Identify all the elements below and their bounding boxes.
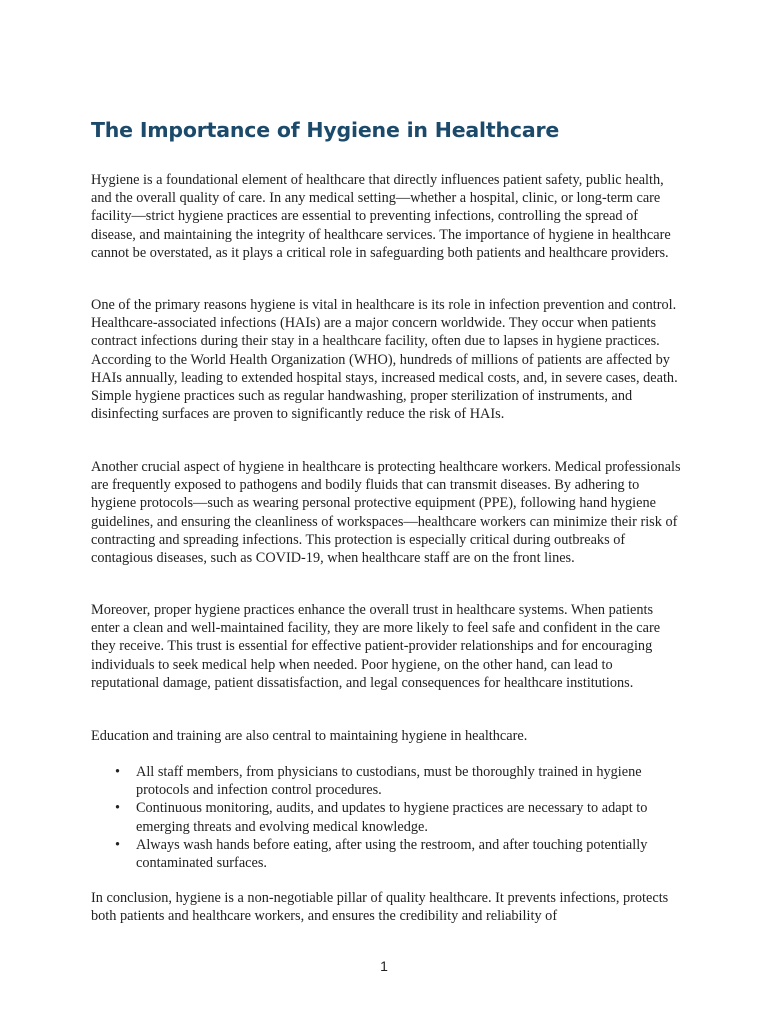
paragraph-conclusion: In conclusion, hygiene is a non-negotiable pillar of quality healthcare. It prevents infections, protects both patients and healthcare workers, and ensures the credibility and reliability of	[91, 890, 669, 925]
document-title: The Importance of Hygiene in Healthcare	[91, 118, 560, 142]
list-item	[91, 763, 681, 799]
list-item-text: Continuous monitoring, audits, and updates to hygiene practices are necessary to adapt to emerging threats and evolving medical knowledge.	[136, 800, 648, 835]
paragraph-protecting-workers: Another crucial aspect of hygiene in healthcare is protecting healthcare workers. Medical professionals are frequently exposed to pathogens and bodily fluids that can transmit diseases. By adhering to hygiene protocols—such as wearing personal protective equipment (PPE), following hand hygiene guidelines, and ensuring the cleanliness of workspaces—healthcare workers can minimize their risk of contracting and spreading infections. This protection is especially critical during outbreaks of contagious diseases, such as COVID-19, when healthcare staff are on the front lines.	[91, 459, 681, 567]
bullet-icon: •	[115, 764, 121, 780]
list-item-text: All staff members, from physicians to custodians, must be thoroughly trained in hygiene protocols and infection control procedures.	[136, 764, 642, 799]
paragraph-education: Education and training are also central to maintaining hygiene in healthcare.	[91, 728, 528, 744]
bullet-icon: •	[115, 836, 121, 853]
page-number: 1	[380, 958, 388, 974]
bullet-icon: •	[115, 800, 121, 817]
bullet-list	[91, 763, 681, 872]
paragraph-intro: Hygiene is a foundational element of healthcare that directly influences patient safety, public health, and the overall quality of care. In any medical setting—whether a hospital, clinic, or long-term care facility—strict hygiene practices are essential to preventing infections, controlling the spread of disease, and maintaining the integrity of healthcare services. The importance of hygiene in healthcare cannot be overstated, as it plays a critical role in safeguarding both patients and healthcare providers.	[91, 172, 671, 261]
paragraph-infection-prevention: One of the primary reasons hygiene is vital in healthcare is its role in infection prevention and control. Healthcare-associated infections (HAIs) are a major concern worldwide. They occur when patients contract infections during their stay in a healthcare facility, often due to lapses in hygiene practices. According to the World Health Organization (WHO), hundreds of millions of patients are affected by HAIs annually, leading to extended hospital stays, increased medical costs, and, in severe cases, death. Simple hygiene practices such as regular handwashing, proper sterilization of instruments, and disinfecting surfaces are proven to significantly reduce the risk of HAIs.	[91, 297, 678, 423]
list-item-text: Always wash hands before eating, after using the restroom, and after touching potentially contaminated surfaces.	[136, 836, 648, 872]
paragraph-trust: Moreover, proper hygiene practices enhance the overall trust in healthcare systems. When patients enter a clean and well-maintained facility, they are more likely to feel safe and confident in the care they receive. This trust is essential for effective patient-provider relationships and for encouraging individuals to seek medical help when needed. Poor hygiene, on the other hand, can lead to reputational damage, patient dissatisfaction, and legal consequences for healthcare institutions.	[91, 602, 661, 691]
list-item	[91, 799, 681, 835]
list-item	[91, 836, 681, 872]
